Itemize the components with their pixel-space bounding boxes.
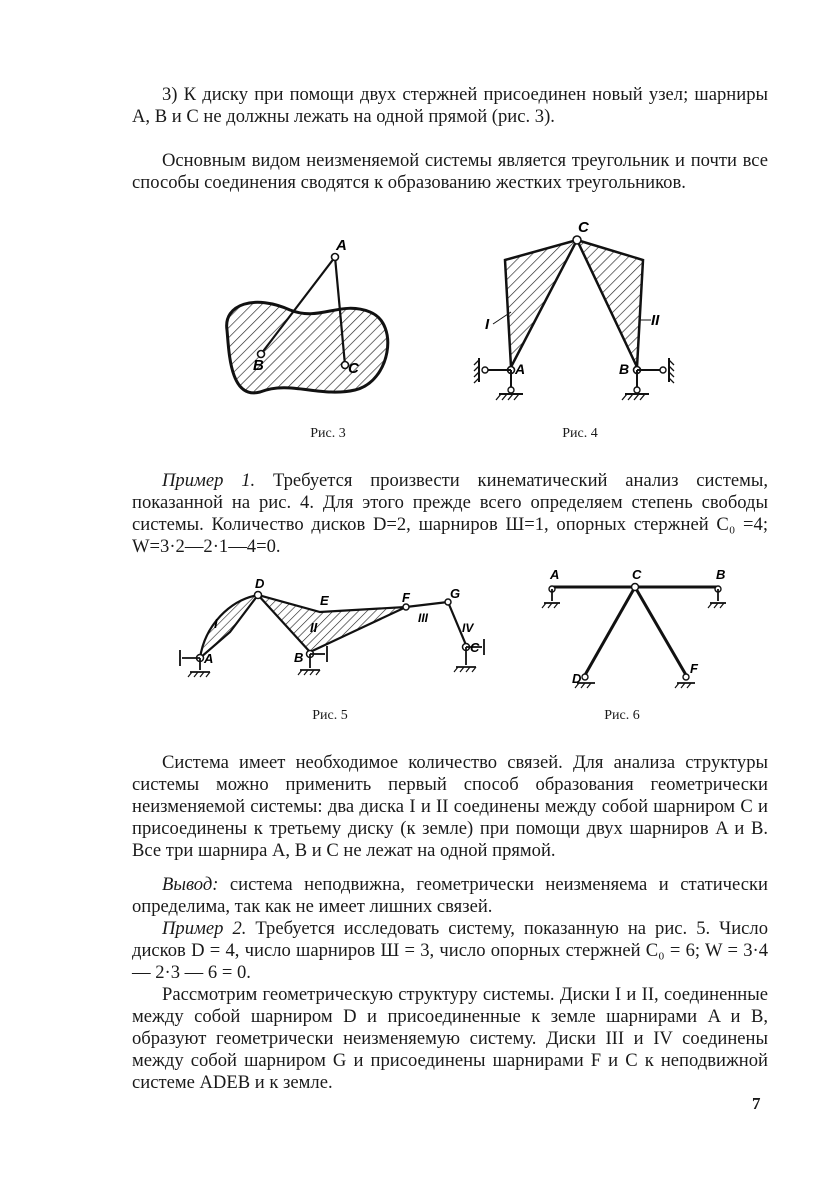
label-f: F <box>690 661 698 676</box>
hinge-c <box>632 584 639 591</box>
label-a: A <box>550 567 560 582</box>
label-iv: IV <box>462 621 474 635</box>
label-e: E <box>320 593 329 608</box>
caption-fig-5: Рис. 5 <box>312 708 348 723</box>
paragraph-example-1 <box>132 470 768 558</box>
example-2-text: Требуется исследовать систему, показанную на рис. 5. Число дисков D = 4, число шарниров Ш = 3, число опорных стержней C₀ = 6; W = 3·4 — 2·3 — 6 = 0. <box>132 918 769 983</box>
label-d: D <box>572 671 582 686</box>
label-iii: III <box>418 611 429 625</box>
page-number: 7 <box>752 1094 761 1113</box>
caption-fig-3: Рис. 3 <box>310 426 346 441</box>
disk-shape <box>227 302 388 393</box>
paragraph-conclusion <box>132 874 768 918</box>
label-c: C <box>632 567 642 582</box>
figure-6 <box>540 565 740 695</box>
label-a: A <box>204 651 214 666</box>
label-b: B <box>619 361 630 377</box>
label-b: B <box>716 567 726 582</box>
label-a: A <box>515 361 526 377</box>
disk-ii <box>577 240 643 367</box>
label-ii: II <box>651 312 660 329</box>
label-i: I <box>485 316 490 333</box>
label-g: G <box>450 586 461 601</box>
label-c: C <box>578 219 589 236</box>
example-1-label: Пример 1. <box>162 470 256 491</box>
conclusion-text: система неподвижна, геометрически неизменяема и статически определима, так как не имеет лишних связей. <box>132 874 768 917</box>
figure-5 <box>170 570 500 685</box>
label-d: D <box>255 576 265 591</box>
rod-cf <box>635 587 686 675</box>
disk-i <box>505 240 577 367</box>
hinge-c <box>573 236 581 244</box>
hinge-a <box>332 254 339 261</box>
caption-fig-6: Рис. 6 <box>604 708 640 723</box>
label-c: C <box>470 640 480 655</box>
disk-i <box>200 595 258 658</box>
example-2-label: Пример 2. <box>162 918 247 939</box>
label-b: B <box>294 650 304 665</box>
conclusion-label: Вывод: <box>162 874 219 895</box>
label-a: A <box>336 237 347 254</box>
label-c: C <box>348 360 359 377</box>
paragraph-example-2 <box>132 918 768 984</box>
disk-ii <box>258 595 406 652</box>
label-b: B <box>253 357 264 374</box>
paragraph-structure: Рассмотрим геометрическую структуру системы. Диски I и II, соединенные между собой шарниром D и присоединенные к земле шарнирами A и B, образуют геометрически неизменяемую систему. Диски III и IV соединены между собой шарниром G и присоединены шарнирами F и C к неподвижной системе ADEB и к земле. <box>132 984 768 1093</box>
rod-cd <box>585 587 635 675</box>
label-ii: II <box>310 620 318 635</box>
caption-fig-4: Рис. 4 <box>562 426 598 441</box>
paragraph-triangle: Основным видом неизменяемой системы является треугольник и почти все способы соединения сводятся к образованию жестких треугольников. <box>132 150 768 193</box>
figure-4 <box>465 212 690 412</box>
rod-fg <box>406 602 448 607</box>
label-f: F <box>402 590 410 605</box>
paragraph-analysis: Система имеет необходимое количество связей. Для анализа структуры системы можно применить первый способ образования геометрически неизменяемой системы: два диска I и II соединены между собой шарниром C и присоединены к третьему диску (к земле) при помощи двух шарниров A и B. Все три шарнира A, B и C не лежат на одной прямой. <box>132 752 768 861</box>
label-i: I <box>214 616 218 631</box>
paragraph-rule-3: 3) К диску при помощи двух стержней присоединен новый узел; шарниры A, B и C не должны лежать на одной прямой (рис. 3). <box>132 84 768 127</box>
figure-3 <box>215 232 395 407</box>
example-1-text: Требуется произвести кинематический анализ системы, показанной на рис. 4. Для этого прежде всего определяем степень свободы системы. Количество дисков D=2, шарниров Ш=1, опорных стержней C₀ =4; W=3·2—2·1—4=0. <box>132 470 769 557</box>
